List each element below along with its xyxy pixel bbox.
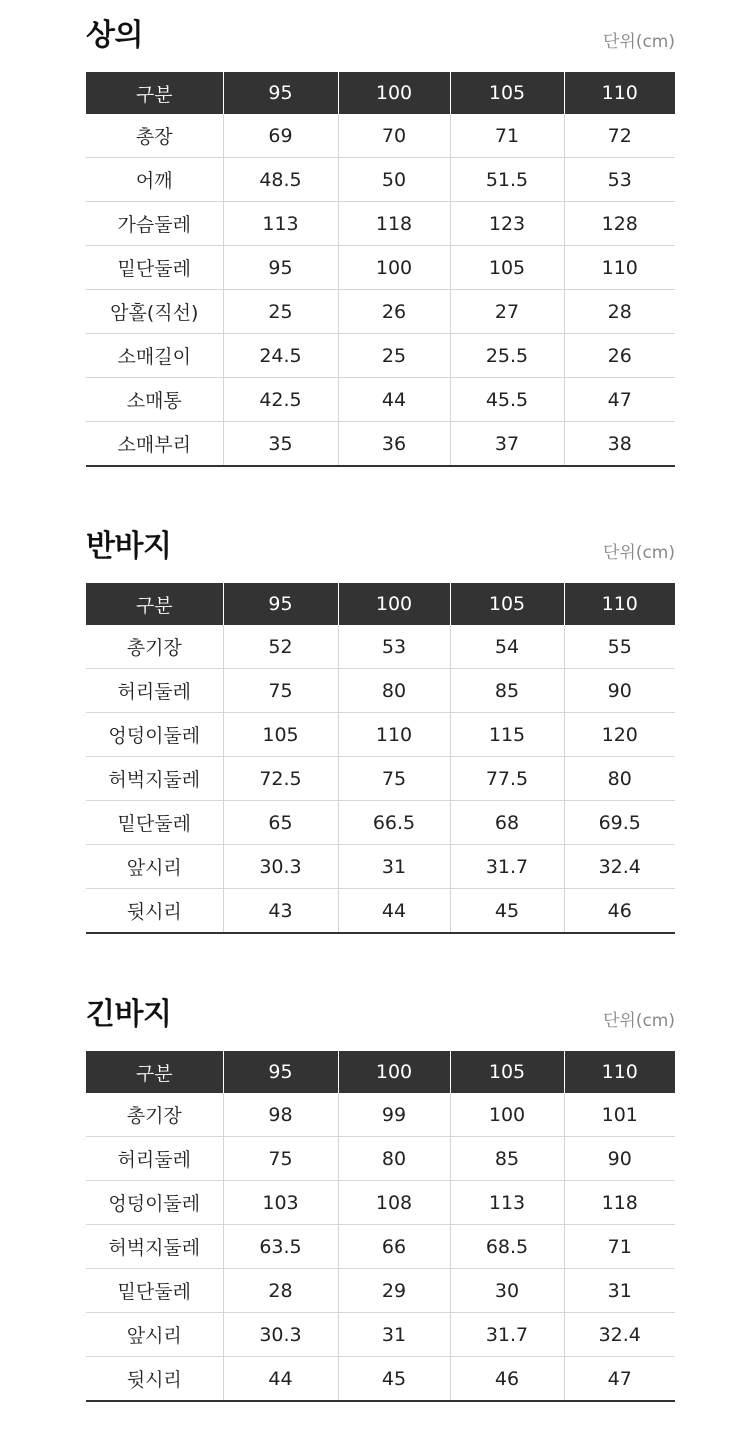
header-cell-category: 구분 [86, 583, 223, 625]
table-row [86, 889, 675, 934]
table-cell: 54 [450, 625, 564, 669]
table-cell: 80 [338, 1137, 450, 1181]
table-row [86, 801, 675, 845]
table-cell: 52 [223, 625, 338, 669]
header-cell-size: 105 [450, 72, 564, 114]
header-cell-size: 105 [450, 583, 564, 625]
table-cell: 25.5 [450, 334, 564, 378]
table-cell: 65 [223, 801, 338, 845]
table-cell: 69.5 [564, 801, 675, 845]
table-cell: 99 [338, 1093, 450, 1137]
table-row [86, 246, 675, 290]
unit-label: 단위(cm) [602, 543, 675, 563]
table-cell: 30.3 [223, 845, 338, 889]
row-label: 앞시리 [86, 1313, 223, 1357]
row-label: 앞시리 [86, 845, 223, 889]
table-cell: 31.7 [450, 1313, 564, 1357]
row-label: 허벅지둘레 [86, 757, 223, 801]
row-label: 밑단둘레 [86, 1269, 223, 1313]
table-cell: 85 [450, 1137, 564, 1181]
table-row [86, 1181, 675, 1225]
table-row [86, 1137, 675, 1181]
table-cell: 68 [450, 801, 564, 845]
section-title: 상의 [86, 18, 143, 53]
table-cell: 118 [338, 202, 450, 246]
header-cell-size: 95 [223, 72, 338, 114]
row-label: 소매부리 [86, 422, 223, 467]
row-label: 허리둘레 [86, 669, 223, 713]
table-cell: 30 [450, 1269, 564, 1313]
table-cell: 26 [338, 290, 450, 334]
table-cell: 29 [338, 1269, 450, 1313]
row-label: 밑단둘레 [86, 246, 223, 290]
table-row [86, 713, 675, 757]
table-cell: 113 [223, 202, 338, 246]
unit-label: 단위(cm) [602, 32, 675, 52]
size-table [86, 72, 675, 467]
table-cell: 25 [338, 334, 450, 378]
table-cell: 26 [564, 334, 675, 378]
header-cell-size: 100 [338, 72, 450, 114]
table-cell: 35 [223, 422, 338, 467]
table-cell: 69 [223, 114, 338, 158]
table-row [86, 1093, 675, 1137]
table-cell: 53 [564, 158, 675, 202]
row-label: 총장 [86, 114, 223, 158]
table-cell: 42.5 [223, 378, 338, 422]
table-cell: 32.4 [564, 1313, 675, 1357]
table-cell: 120 [564, 713, 675, 757]
header-cell-size: 110 [564, 72, 675, 114]
table-cell: 45 [338, 1357, 450, 1402]
table-cell: 123 [450, 202, 564, 246]
table-row [86, 378, 675, 422]
table-cell: 68.5 [450, 1225, 564, 1269]
table-cell: 90 [564, 1137, 675, 1181]
table-row [86, 1225, 675, 1269]
table-cell: 43 [223, 889, 338, 934]
table-cell: 70 [338, 114, 450, 158]
table-row [86, 158, 675, 202]
table-cell: 36 [338, 422, 450, 467]
table-cell: 71 [450, 114, 564, 158]
table-cell: 30.3 [223, 1313, 338, 1357]
table-cell: 53 [338, 625, 450, 669]
table-cell: 24.5 [223, 334, 338, 378]
section-title: 반바지 [86, 529, 172, 564]
table-cell: 66 [338, 1225, 450, 1269]
table-cell: 108 [338, 1181, 450, 1225]
table-row [86, 1357, 675, 1402]
table-cell: 75 [223, 1137, 338, 1181]
table-cell: 47 [564, 1357, 675, 1402]
table-cell: 103 [223, 1181, 338, 1225]
table-cell: 95 [223, 246, 338, 290]
table-cell: 37 [450, 422, 564, 467]
row-label: 엉덩이둘레 [86, 713, 223, 757]
table-cell: 85 [450, 669, 564, 713]
row-label: 허벅지둘레 [86, 1225, 223, 1269]
table-row [86, 757, 675, 801]
table-cell: 110 [338, 713, 450, 757]
table-cell: 51.5 [450, 158, 564, 202]
table-cell: 101 [564, 1093, 675, 1137]
table-cell: 44 [338, 889, 450, 934]
row-label: 소매통 [86, 378, 223, 422]
table-cell: 98 [223, 1093, 338, 1137]
header-cell-size: 95 [223, 1051, 338, 1093]
row-label: 암홀(직선) [86, 290, 223, 334]
table-cell: 75 [338, 757, 450, 801]
size-table [86, 583, 675, 934]
row-label: 어깨 [86, 158, 223, 202]
table-row [86, 334, 675, 378]
header-cell-size: 100 [338, 583, 450, 625]
table-cell: 27 [450, 290, 564, 334]
unit-label: 단위(cm) [602, 1011, 675, 1031]
header-cell-size: 110 [564, 1051, 675, 1093]
table-cell: 77.5 [450, 757, 564, 801]
table-header-row [86, 72, 675, 114]
table-cell: 31 [338, 1313, 450, 1357]
table-header-row [86, 1051, 675, 1093]
header-cell-category: 구분 [86, 1051, 223, 1093]
table-row [86, 625, 675, 669]
table-cell: 48.5 [223, 158, 338, 202]
table-cell: 55 [564, 625, 675, 669]
table-row [86, 845, 675, 889]
row-label: 뒷시리 [86, 1357, 223, 1402]
table-cell: 115 [450, 713, 564, 757]
table-row [86, 669, 675, 713]
table-cell: 71 [564, 1225, 675, 1269]
table-row [86, 202, 675, 246]
row-label: 가슴둘레 [86, 202, 223, 246]
size-table [86, 1051, 675, 1402]
table-row [86, 1313, 675, 1357]
table-cell: 72 [564, 114, 675, 158]
table-cell: 45 [450, 889, 564, 934]
row-label: 허리둘레 [86, 1137, 223, 1181]
header-cell-category: 구분 [86, 72, 223, 114]
table-cell: 46 [564, 889, 675, 934]
row-label: 뒷시리 [86, 889, 223, 934]
table-cell: 31 [338, 845, 450, 889]
row-label: 소매길이 [86, 334, 223, 378]
header-cell-size: 110 [564, 583, 675, 625]
table-cell: 118 [564, 1181, 675, 1225]
row-label: 총기장 [86, 1093, 223, 1137]
row-label: 엉덩이둘레 [86, 1181, 223, 1225]
table-cell: 44 [223, 1357, 338, 1402]
table-cell: 28 [223, 1269, 338, 1313]
header-cell-size: 105 [450, 1051, 564, 1093]
table-cell: 128 [564, 202, 675, 246]
table-cell: 105 [450, 246, 564, 290]
table-cell: 63.5 [223, 1225, 338, 1269]
table-cell: 44 [338, 378, 450, 422]
table-cell: 50 [338, 158, 450, 202]
table-cell: 31 [564, 1269, 675, 1313]
table-cell: 47 [564, 378, 675, 422]
header-cell-size: 95 [223, 583, 338, 625]
table-cell: 72.5 [223, 757, 338, 801]
table-cell: 80 [338, 669, 450, 713]
row-label: 밑단둘레 [86, 801, 223, 845]
table-row [86, 290, 675, 334]
table-cell: 31.7 [450, 845, 564, 889]
header-cell-size: 100 [338, 1051, 450, 1093]
table-cell: 100 [338, 246, 450, 290]
table-cell: 113 [450, 1181, 564, 1225]
table-row [86, 114, 675, 158]
table-row [86, 1269, 675, 1313]
table-cell: 28 [564, 290, 675, 334]
table-cell: 105 [223, 713, 338, 757]
table-cell: 80 [564, 757, 675, 801]
table-cell: 100 [450, 1093, 564, 1137]
table-cell: 90 [564, 669, 675, 713]
table-cell: 45.5 [450, 378, 564, 422]
table-header-row [86, 583, 675, 625]
table-cell: 75 [223, 669, 338, 713]
table-cell: 46 [450, 1357, 564, 1402]
row-label: 총기장 [86, 625, 223, 669]
table-row [86, 422, 675, 467]
table-cell: 32.4 [564, 845, 675, 889]
section-title: 긴바지 [86, 997, 172, 1032]
table-cell: 25 [223, 290, 338, 334]
table-cell: 38 [564, 422, 675, 467]
table-cell: 66.5 [338, 801, 450, 845]
table-cell: 110 [564, 246, 675, 290]
